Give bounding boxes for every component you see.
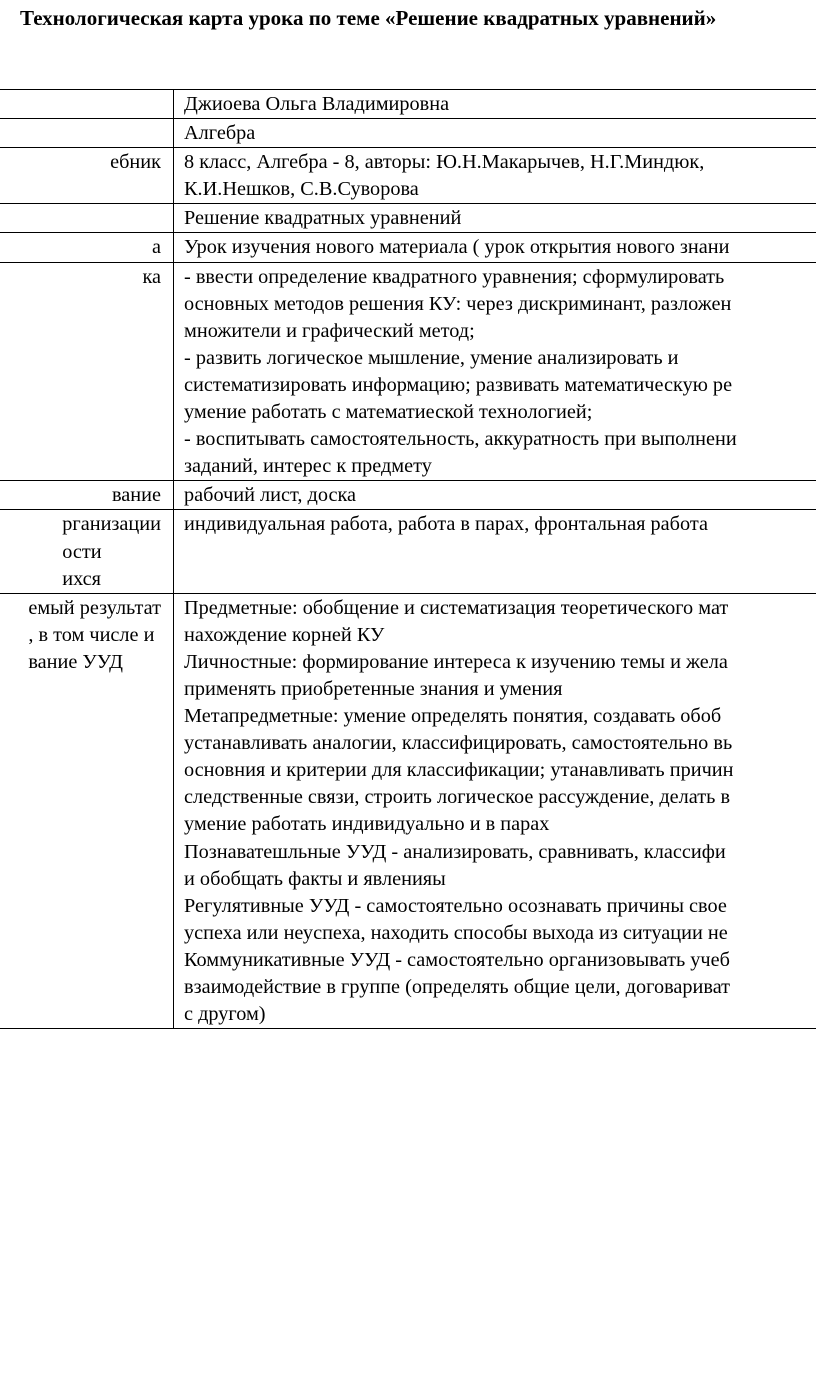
table-row (0, 262, 816, 481)
row-value-line: Джиоева Ольга Владимировна (184, 93, 450, 115)
row-value-line: умение работать с математиеской технологией; (184, 401, 593, 424)
row-value-cell (174, 593, 816, 1029)
table-row (0, 148, 816, 204)
row-value-line: Личностные: формирование интереса к изучению темы и жела (184, 650, 728, 673)
row-value-cell (174, 481, 816, 510)
row-value-line: взаимодействие в группе (определять общие цели, договариват (184, 976, 731, 998)
row-value-line: индивидуальная работа, работа в парах, фронтальная работа (184, 513, 708, 536)
row-label-line: вание УУД (28, 650, 123, 673)
table-row (0, 481, 816, 510)
row-value-cell (174, 148, 816, 204)
row-label-cell (0, 593, 174, 1029)
row-label-line: емый результат (28, 596, 161, 619)
row-value-line: систематизировать информацию; развивать математическую ре (184, 373, 733, 396)
row-value-line: Коммуникативные УУД - самостоятельно организовывать учеб (184, 948, 730, 971)
row-value-cell (174, 90, 816, 119)
row-label-line: ка (142, 265, 161, 288)
row-value-line: рабочий лист, доска (184, 484, 357, 507)
row-value-line: применять приобретенные знания и умения (184, 677, 563, 700)
row-value-line: заданий, интерес к предмету (184, 455, 432, 478)
table-row (0, 204, 816, 233)
row-value-cell (174, 262, 816, 481)
lesson-map-table (0, 89, 816, 1029)
row-value-line: основния и критерии для классификации; утанавливать причин (184, 759, 734, 782)
row-value-cell (174, 119, 816, 148)
row-value-line: Решение квадратных уравнений (184, 207, 462, 230)
row-value-line: с другом) (184, 1003, 266, 1026)
row-value-line: Регулятивные УУД - самостоятельно осознавать причины свое (184, 894, 727, 917)
row-value-line: Метапредметные: умение определять понятия, создавать обоб (184, 705, 722, 728)
row-label-line (156, 120, 161, 147)
row-value-line: Урок изучения нового материала ( урок открытия нового знани (184, 236, 730, 259)
row-value-cell (174, 510, 816, 593)
table-body (0, 90, 816, 1029)
row-label-line: ихся (62, 567, 101, 590)
table-row (0, 233, 816, 262)
row-label-cell (0, 233, 174, 262)
row-value-line: следственные связи, строить логическое рассуждение, делать в (184, 786, 731, 809)
row-label-line: вание (111, 484, 161, 507)
row-label-cell (0, 148, 174, 204)
row-label-line: а (151, 236, 161, 259)
row-label-line: , в том числе и (28, 623, 155, 646)
table-row (0, 119, 816, 148)
row-value-line: - воспитывать самостоятельность, аккуратность при выполнени (184, 428, 737, 451)
row-value-cell (174, 233, 816, 262)
row-label-line: ости (62, 540, 102, 563)
row-value-line: нахождение корней КУ (184, 623, 385, 646)
table-row (0, 510, 816, 593)
row-value-line: основных методов решения КУ: через дискриминант, разложен (184, 292, 732, 315)
page-title: Технологическая карта урока по теме «Решение квадратных уравнений» (20, 6, 717, 30)
row-label-line (156, 91, 161, 118)
row-label-line: рганизации (62, 513, 161, 536)
row-label-cell (0, 510, 174, 593)
row-label-cell (0, 204, 174, 233)
row-value-line: 8 класс, Алгебра - 8, авторы: Ю.Н.Макарычев, Н.Г.Миндюк, (184, 151, 705, 174)
row-value-line: Алгебра (184, 122, 256, 145)
row-value-line: Предметные: обобщение и систематизация теоретического мат (184, 596, 729, 619)
row-value-line: умение работать индивидуально и в парах (184, 813, 550, 836)
table-row (0, 90, 816, 119)
row-value-line: и обобщать факты и явленияы (184, 867, 446, 890)
row-value-line: Познаватешльные УУД - анализировать, сравнивать, классифи (184, 840, 726, 863)
row-label-cell (0, 119, 174, 148)
row-value-cell (174, 204, 816, 233)
row-label-cell (0, 90, 174, 119)
row-value-line: устанавливать аналогии, классифицировать, самостоятельно вь (184, 732, 733, 755)
row-label-cell (0, 262, 174, 481)
row-label-cell (0, 481, 174, 510)
row-value-line: - ввести определение квадратного уравнения; сформулировать (184, 265, 725, 288)
row-label-line: ебник (110, 151, 161, 174)
table-row (0, 593, 816, 1029)
row-value-line: - развить логическое мышление, умение анализировать и (184, 346, 679, 369)
row-label-line (156, 205, 161, 232)
row-value-line: успеха или неуспеха, находить способы выхода из ситуации не (184, 921, 728, 944)
row-value-line: К.И.Нешков, С.В.Суворова (184, 178, 419, 201)
row-value-line: множители и графический метод; (184, 319, 475, 342)
